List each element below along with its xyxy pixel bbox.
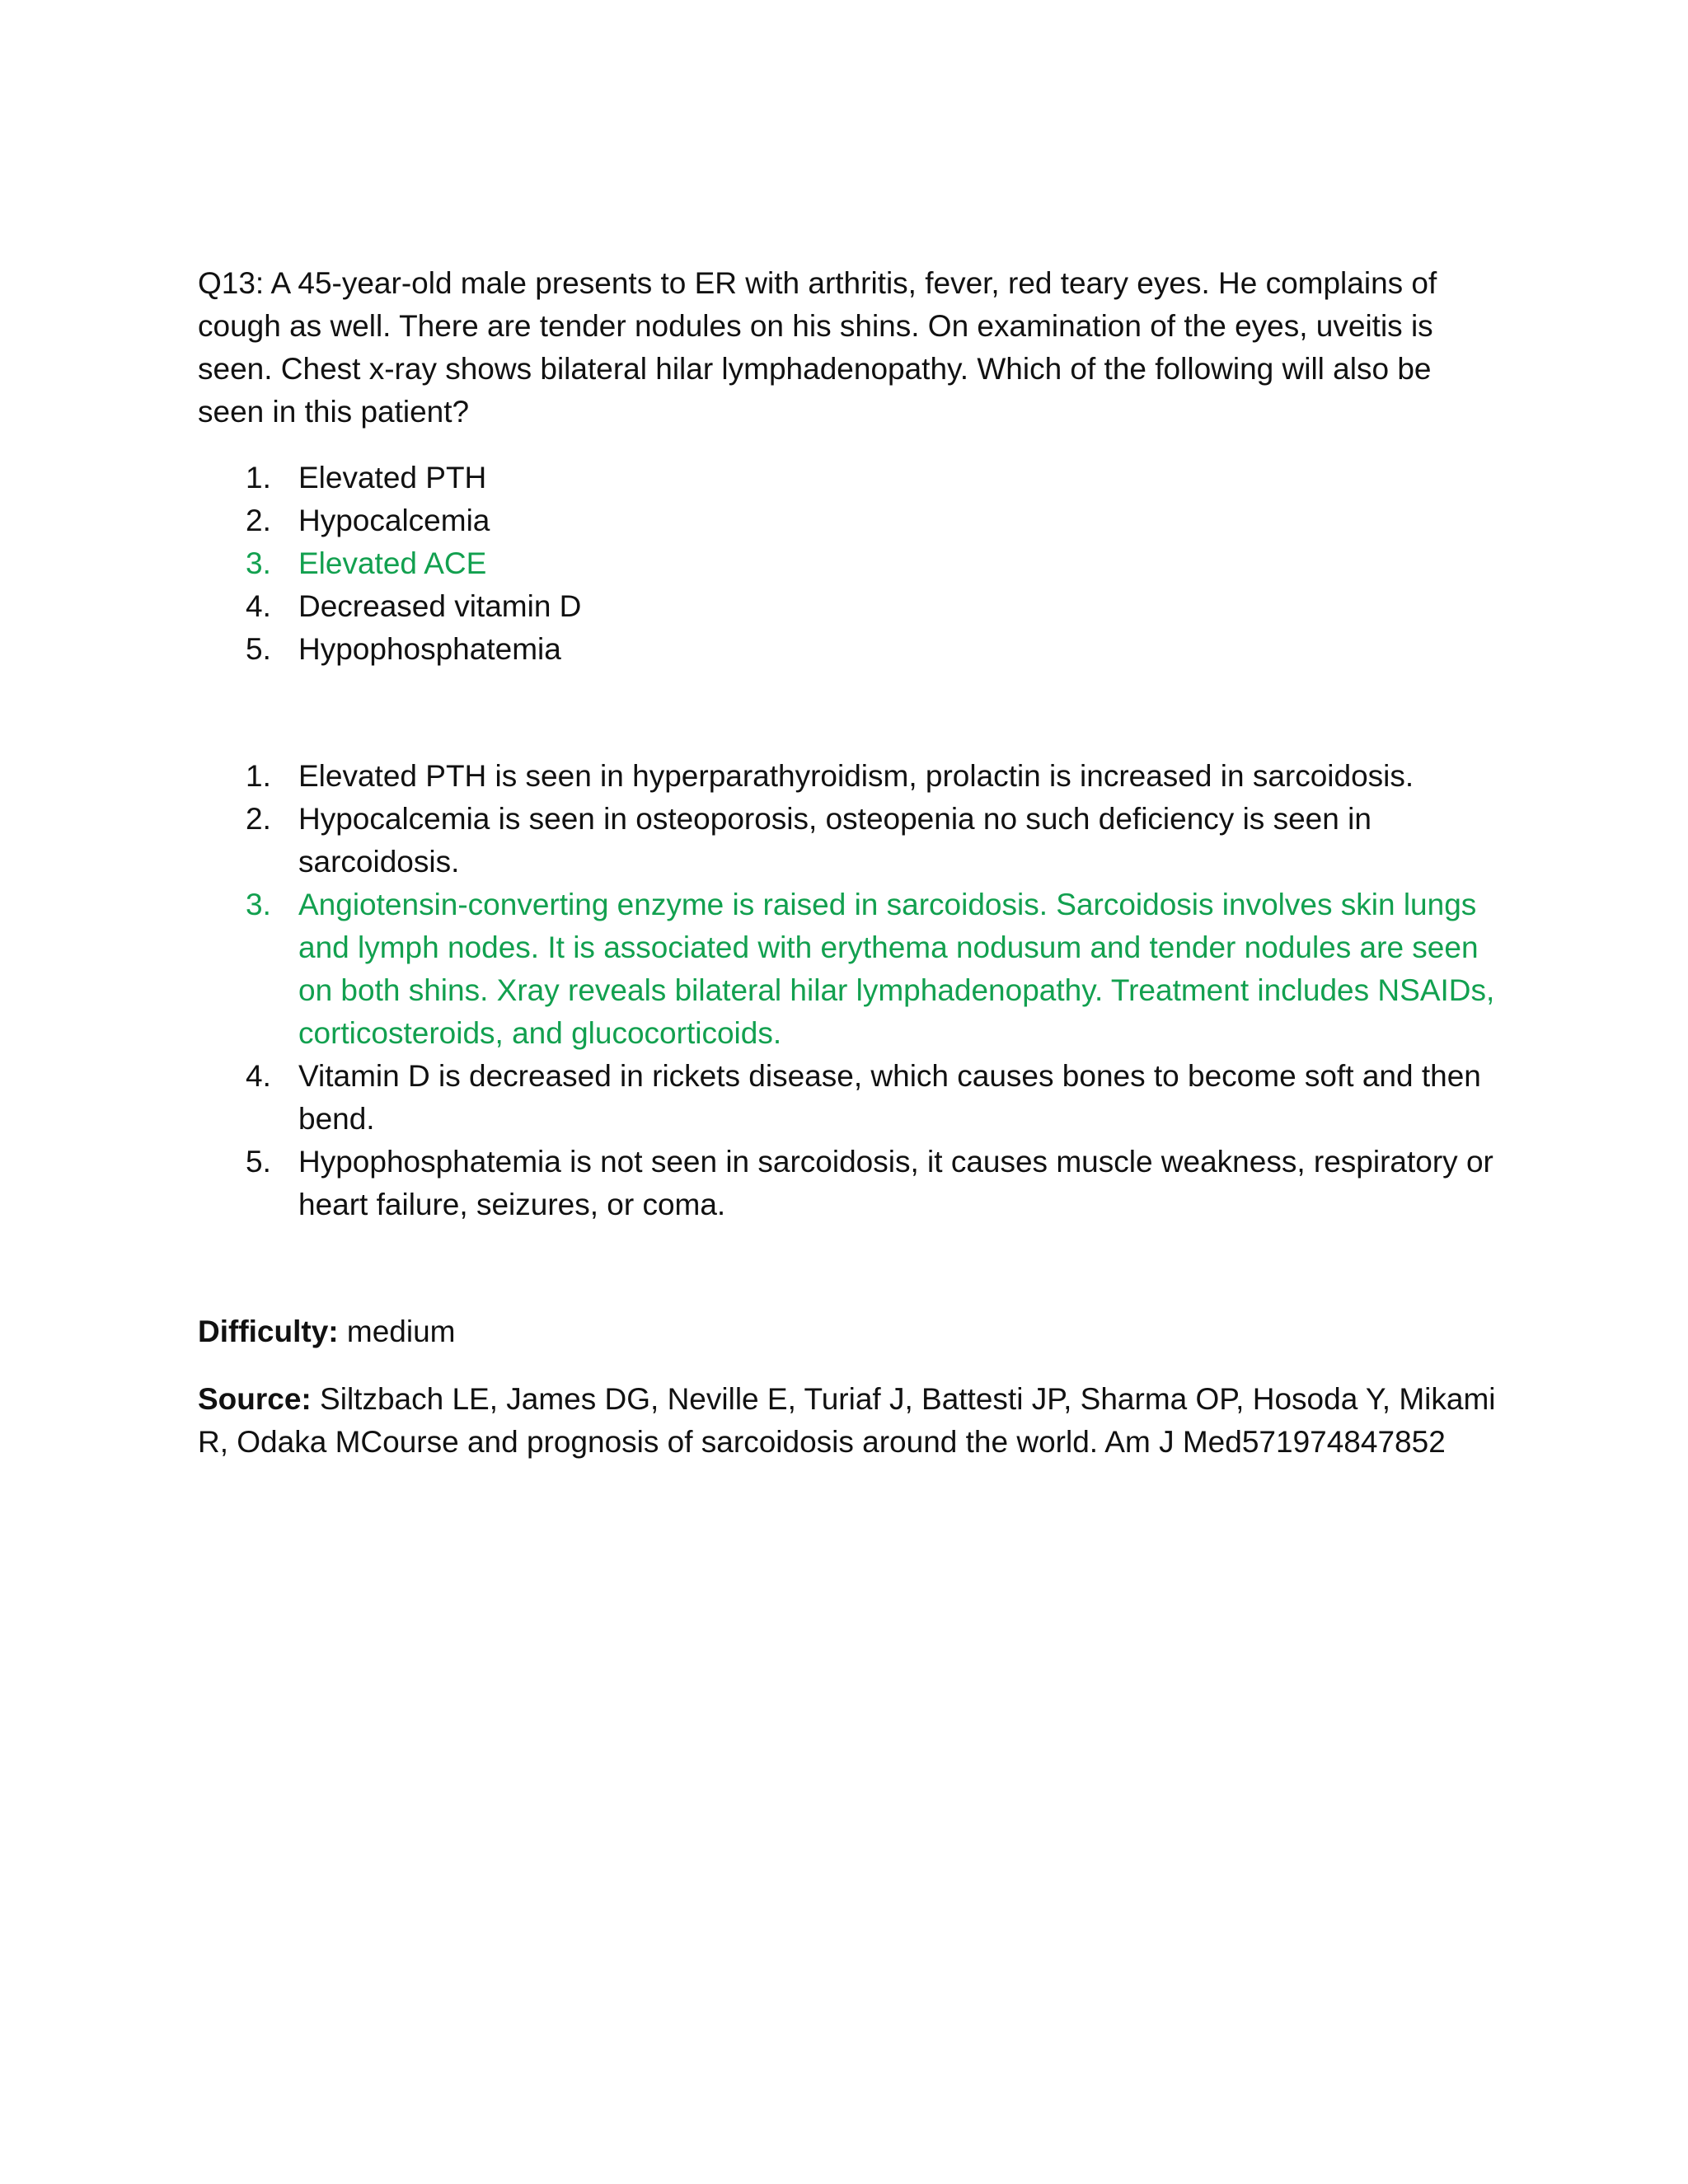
explanation-item <box>198 798 1500 883</box>
option-number: 1. <box>246 461 271 494</box>
explanation-number: 2. <box>246 802 271 836</box>
option-text: Decreased vitamin D <box>298 589 582 623</box>
explanation-item <box>198 1141 1500 1226</box>
option-text: Elevated ACE <box>298 546 487 580</box>
explanation-item <box>198 755 1500 798</box>
explanation-text: Hypophosphatemia is not seen in sarcoidosis, it causes muscle weakness, respiratory or heart failure, seizures, or coma. <box>298 1145 1493 1221</box>
explanation-text: Hypocalcemia is seen in osteoporosis, osteopenia no such deficiency is seen in sarcoidosis. <box>298 802 1372 879</box>
option-number: 5. <box>246 632 271 666</box>
explanation-item <box>198 1055 1500 1141</box>
option-text: Hypocalcemia <box>298 504 490 537</box>
explanation-text: Angiotensin-converting enzyme is raised in sarcoidosis. Sarcoidosis involves skin lungs and lymph nodes. It is associated with erythema nodusum and tender nodules are seen on both shins. Xray reveals bilateral hilar lymphadenopathy. Treatment includes NSAIDs, corticosteroids, and glucocorticoids. <box>298 888 1495 1050</box>
option-number: 3. <box>246 546 271 580</box>
document-content <box>198 262 1500 1488</box>
explanation-text: Vitamin D is decreased in rickets disease, which causes bones to become soft and then bend. <box>298 1059 1481 1136</box>
explanation-item-correct <box>198 883 1500 1055</box>
source-value: Siltzbach LE, James DG, Neville E, Turiaf J, Battesti JP, Sharma OP, Hosoda Y, Mikami R, Odaka MCourse and prognosis of sarcoidosis around the world. Am J Med571974847852 <box>198 1382 1496 1459</box>
answer-option <box>198 628 1500 671</box>
source-line <box>198 1378 1500 1464</box>
explanation-text: Elevated PTH is seen in hyperparathyroidism, prolactin is increased in sarcoidosis. <box>298 759 1414 793</box>
difficulty-line <box>198 1310 1500 1353</box>
explanations-list <box>198 755 1500 1226</box>
explanation-number: 3. <box>246 888 271 921</box>
explanation-number: 5. <box>246 1145 271 1179</box>
difficulty-value: medium <box>346 1315 456 1348</box>
answer-option <box>198 585 1500 628</box>
source-label: Source: <box>198 1382 312 1416</box>
answer-options-list <box>198 457 1500 671</box>
answer-option-correct <box>198 542 1500 585</box>
option-text: Hypophosphatemia <box>298 632 561 666</box>
explanation-number: 1. <box>246 759 271 793</box>
answer-option <box>198 499 1500 542</box>
explanation-number: 4. <box>246 1059 271 1093</box>
answer-option <box>198 457 1500 499</box>
option-number: 4. <box>246 589 271 623</box>
question-text: Q13: A 45-year-old male presents to ER with arthritis, fever, red teary eyes. He complains of cough as well. There are tender nodules on his shins. On examination of the eyes, uveitis is seen. Chest x-ray shows bilateral hilar lymphadenopathy. Which of the following will also be seen in this patient? <box>198 266 1437 429</box>
difficulty-label: Difficulty: <box>198 1315 339 1348</box>
option-number: 2. <box>246 504 271 537</box>
option-text: Elevated PTH <box>298 461 487 494</box>
